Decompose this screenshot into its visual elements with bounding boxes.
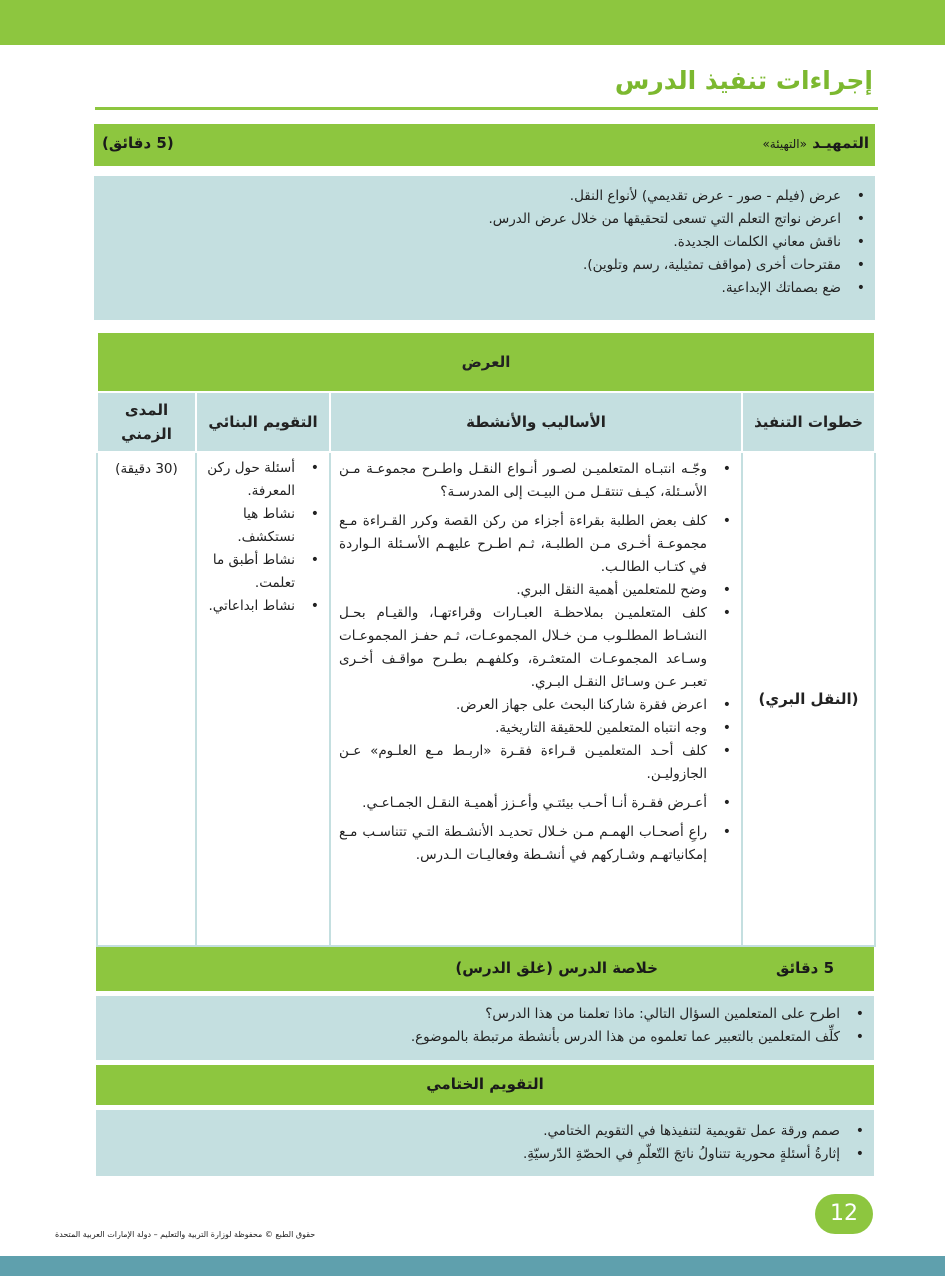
final-eval-title: التقويم الختامي: [426, 1075, 544, 1093]
bottom-bar: [0, 1256, 945, 1276]
page-title: إجراءات تنفيذ الدرس: [614, 66, 873, 95]
evaluation-list: [203, 457, 329, 618]
activities-cell: [330, 452, 742, 946]
summary-list: [96, 996, 874, 1049]
col-duration-header: المدى الزمني: [97, 392, 196, 452]
final-eval-box: [96, 1110, 874, 1176]
list-item: • وجّـه انتبـاه المتعلميـن لصـور أنـواع النقـل واطـرح مجموعـة مـن الأسـئلة، كيـف تنتقـل مـن البيـت إلى المدرسـة؟: [339, 458, 741, 504]
list-item: • كلِّف المتعلمين بالتعبير عما تعلموه من هذا الدرس بأنشطة مرتبطة بالموضوع.: [96, 1026, 874, 1049]
copyright-notice: حقوق الطبع © محفوظة لوزارة التربية والتعليم – دولة الإمارات العربية المتحدة: [55, 1230, 316, 1239]
list-item: • نشاط ابداعاتي.: [203, 595, 329, 618]
list-item: • وجه انتباه المتعلمين للحقيقة التاريخية.: [339, 717, 741, 740]
summary-header: [96, 947, 874, 991]
intro-list: [94, 176, 875, 300]
list-item: • إثارةُ أسئلةٍ محورية تتناولُ ناتجَ التّعلّمِ في الحصّةِ الدّرسيّةِ.: [96, 1143, 874, 1166]
evaluation-cell: [196, 452, 330, 946]
list-item: • كلف أحـد المتعلميـن قـراءة فقـرة «اربـط مـع العلـوم» عـن الجازوليـن.: [339, 740, 741, 786]
summary-title: خلاصة الدرس (غلق الدرس): [455, 959, 658, 977]
list-item: • أعـرض فقـرة أنـا أحـب بيئتـي وأعـزز أهميـة النقـل الجمـاعـي.: [339, 792, 741, 815]
list-item: • اعرض نواتج التعلم التي تسعى لتحقيقها من خلال عرض الدرس.: [94, 208, 875, 231]
summary-time: 5 دقائق: [776, 959, 834, 977]
activities-list: [339, 458, 741, 867]
col-evaluation-header: التقويم البنائي: [196, 392, 330, 452]
list-item: • اعرض فقرة شاركنا البحث على جهاز العرض.: [339, 694, 741, 717]
presentation-title: العرض: [97, 332, 875, 392]
list-item: • راعِ أصحـاب الهمـم مـن خـلال تحديـد الأنشـطة التـي تتناسـب مـع إمكانياتهـم وشـاركهم في أنشـطة وفعاليـات الـدرس.: [339, 821, 741, 867]
intro-label: التمهيـد: [812, 134, 869, 152]
step-cell: (النقل البري): [742, 452, 875, 946]
list-item: • نشاط أطبق ما تعلمت.: [203, 549, 329, 595]
intro-quote: «التهيئة»: [762, 137, 807, 151]
list-item: • أسئلة حول ركن المعرفة.: [203, 457, 329, 503]
page-number: 12: [815, 1194, 873, 1234]
list-item: • صمم ورقة عمل تقويمية لتنفيذها في التقويم الختامي.: [96, 1120, 874, 1143]
title-divider: [95, 107, 878, 110]
col-steps-header: خطوات التنفيذ: [742, 392, 875, 452]
list-item: • ضع بصماتك الإبداعية.: [94, 277, 875, 300]
list-item: • عرض (فيلم - صور - عرض تقديمي) لأنواع النقل.: [94, 185, 875, 208]
top-bar: [0, 0, 945, 45]
duration-cell: (30 دقيقة): [97, 452, 196, 946]
list-item: • اطرح على المتعلمين السؤال التالي: ماذا تعلمنا من هذا الدرس؟: [96, 1003, 874, 1026]
summary-box: [96, 996, 874, 1060]
intro-box: [94, 176, 875, 320]
presentation-table: [96, 331, 876, 947]
list-item: • وضح للمتعلمين أهمية النقل البري.: [339, 579, 741, 602]
list-item: • كلف بعض الطلبة بقراءة أجزاء من ركن القصة وكرر القـراءة مـع مجموعـة أخـرى مـن الطلبـة، ثـم اطـرح عليهـم الأسـئلة الـواردة في كتـاب الطالـب.: [339, 510, 741, 579]
list-item: • كلف المتعلميـن بملاحظـة العبـارات وقراءتهـا، والقيـام بحـل النشـاط المطلـوب مـن خـلال المجموعـات، ثـم حفـز المجموعـات وسـاعد المجموعـات المتعثـرة، وكلفهـم بطـرح مواقـف أخـرى تعبـر عـن وسـائل النقـل البـري.: [339, 602, 741, 694]
final-eval-header: [96, 1065, 874, 1105]
list-item: • ناقش معاني الكلمات الجديدة.: [94, 231, 875, 254]
intro-header: [94, 124, 875, 166]
list-item: • مقترحات أخرى (مواقف تمثيلية، رسم وتلوين).: [94, 254, 875, 277]
list-item: • نشاط هيا نستكشف.: [203, 503, 329, 549]
intro-time: (5 دقائق): [102, 134, 174, 152]
col-activities-header: الأساليب والأنشطة: [330, 392, 742, 452]
final-eval-list: [96, 1110, 874, 1166]
